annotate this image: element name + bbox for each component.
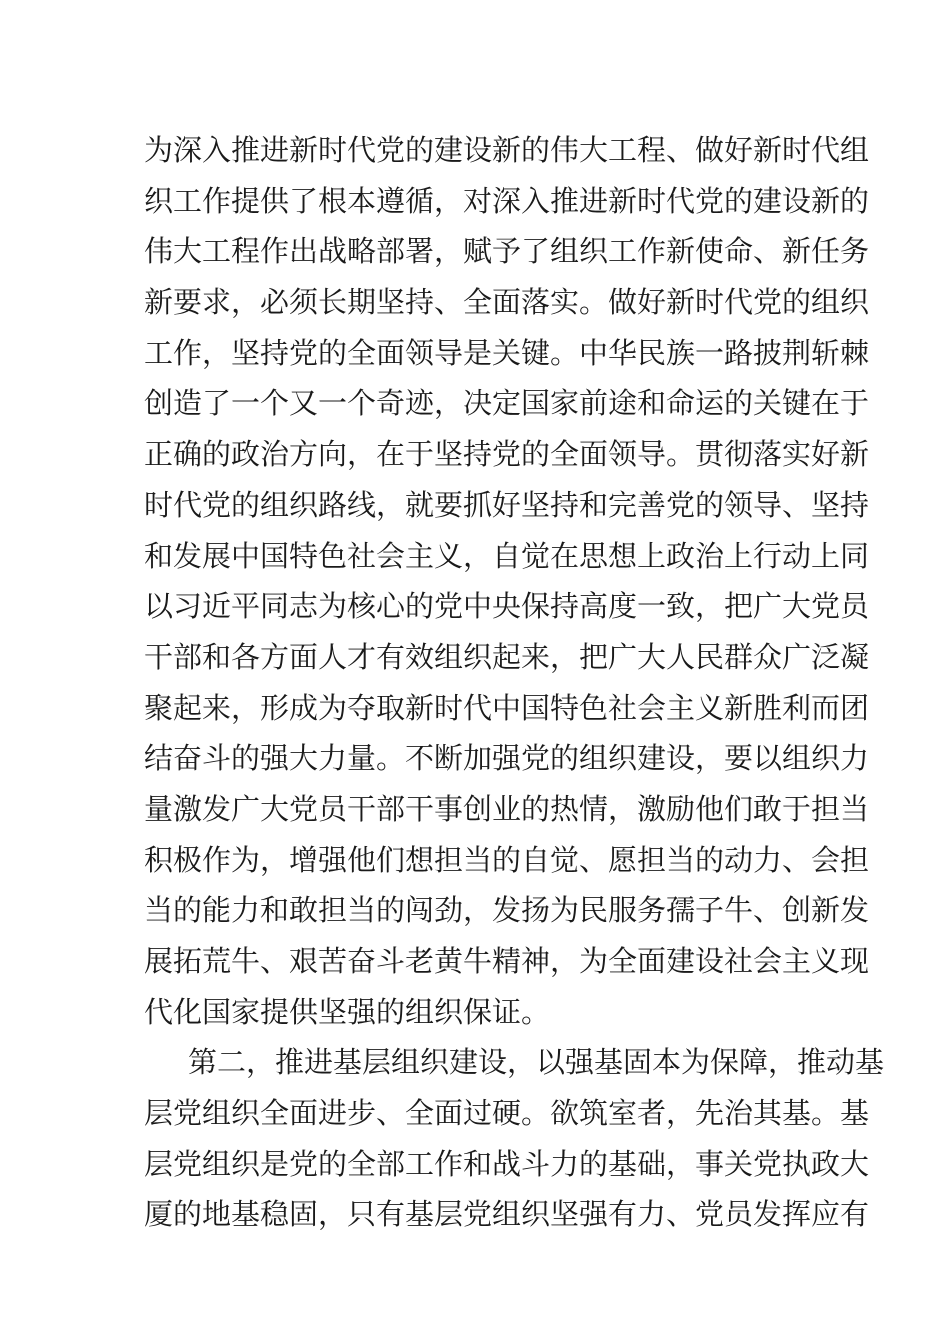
text-line: 展拓荒牛、艰苦奋斗老黄牛精神，为全面建设社会主义现: [144, 944, 870, 978]
text-line: 积极作为，增强他们想担当的自觉、愿担当的动力、会担: [144, 842, 870, 877]
text-line: 和发展中国特色社会主义，自觉在思想上政治上行动上同: [144, 538, 870, 573]
paragraph-end-line: 代化国家提供坚强的组织保证。: [144, 994, 551, 1029]
text-line: 干部和各方面人才有效组织起来，把广大人民群众广泛凝: [144, 639, 870, 674]
text-line: 创造了一个又一个奇迹，决定国家前途和命运的关键在于: [144, 386, 870, 421]
text-line: 聚起来，形成为夺取新时代中国特色社会主义新胜利而团: [144, 690, 870, 725]
text-line: 织工作提供了根本遵循，对深入推进新时代党的建设新的: [144, 183, 870, 218]
text-line: 正确的政治方向，在于坚持党的全面领导。贯彻落实好新: [144, 437, 870, 472]
text-line: 层党组织是党的全部工作和战斗力的基础，事关党执政大: [144, 1146, 870, 1181]
text-line: 层党组织全面进步、全面过硬。欲筑室者，先治其基。基: [144, 1096, 870, 1131]
text-line: 厦的地基稳固，只有基层党组织坚强有力、党员发挥应有: [144, 1197, 870, 1232]
text-line: 工作，坚持党的全面领导是关键。中华民族一路披荆斩棘: [144, 335, 870, 370]
text-line: 新要求，必须长期坚持、全面落实。做好新时代党的组织: [144, 285, 870, 320]
text-line: 当的能力和敢担当的闯劲，发扬为民服务孺子牛、创新发: [144, 893, 870, 928]
paragraph-start-line: 第二，推进基层组织建设，以强基固本为保障，推动基: [188, 1045, 885, 1080]
text-line: 量激发广大党员干部干事创业的热情，激励他们敢于担当: [144, 791, 870, 826]
body-text: [144, 125, 885, 1240]
text-line: 为深入推进新时代党的建设新的伟大工程、做好新时代组: [144, 133, 870, 167]
text-line: 时代党的组织路线，就要抓好坚持和完善党的领导、坚持: [144, 487, 870, 522]
text-line: 以习近平同志为核心的党中央保持高度一致，把广大党员: [144, 589, 870, 624]
text-line: 结奋斗的强大力量。不断加强党的组织建设，要以组织力: [144, 741, 870, 776]
text-line: 伟大工程作出战略部署，赋予了组织工作新使命、新任务: [144, 234, 870, 269]
